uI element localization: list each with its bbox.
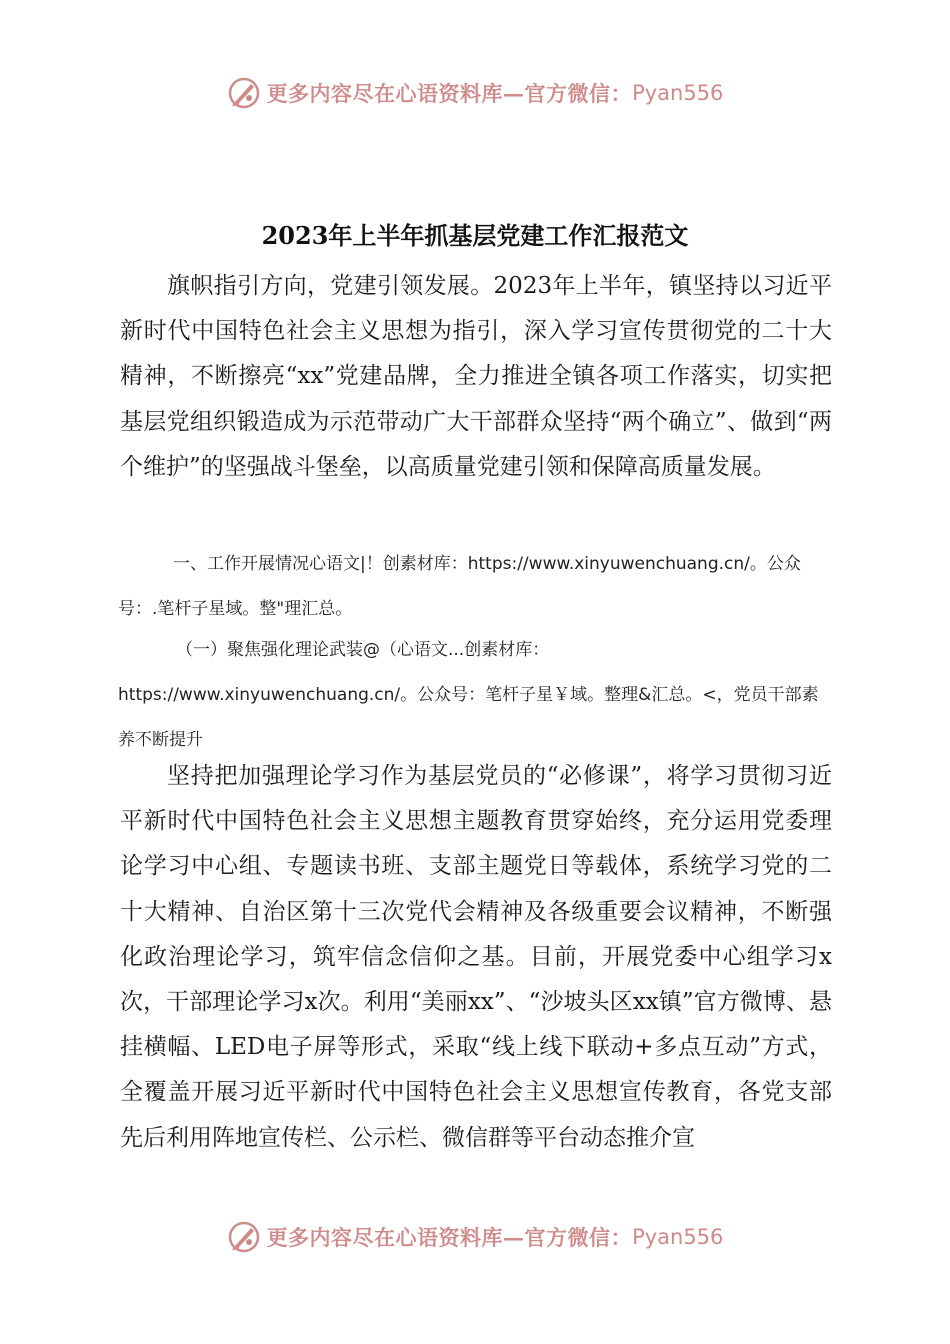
intro-paragraph: 旗帜指引方向，党建引领发展。2023年上半年，镇坚持以习近平新时代中国特色社会主义思想为指引，深入学习宣传贯彻党的二十大精神，不断擦亮“xx”党建品牌，全力推进全镇各项工作落实，切实把基层党组织锻造成为示范带动广大干部群众坚持“两个确立”、做到“两个维护”的坚强战斗堡垒，以高质量党建引领和保障高质量发展。 bbox=[120, 273, 832, 480]
watermark-header bbox=[0, 71, 950, 115]
watermark-wechat-id: Pyan556 bbox=[632, 1225, 724, 1249]
watermark-text: 更多内容尽在心语资料库—官方微信： bbox=[266, 1225, 633, 1250]
brush-logo-icon bbox=[227, 1220, 261, 1254]
sub-section-heading: （一）聚焦强化理论武装@（心语文...创素材库：https://www.xinyuwenchuang.cn/。公众号：笔杆子星￥域。整理&汇总。<，党员干部素养不断提升 bbox=[118, 640, 819, 750]
brush-logo-icon bbox=[227, 76, 261, 110]
document-title: 2023年上半年抓基层党建工作汇报范文 bbox=[261, 221, 689, 250]
watermark-wechat-id: Pyan556 bbox=[632, 81, 724, 105]
section-heading: 一、工作开展情况心语文|！创素材库：https://www.xinyuwenchuang.cn/。公众号：.笔杆子星域。整"理汇总。 bbox=[118, 554, 801, 619]
watermark-text: 更多内容尽在心语资料库—官方微信： bbox=[266, 81, 633, 106]
watermark-footer bbox=[0, 1215, 950, 1259]
body-paragraph: 坚持把加强理论学习作为基层党员的“必修课”，将学习贯彻习近平新时代中国特色社会主义思想主题教育贯穿始终，充分运用党委理论学习中心组、专题读书班、支部主题党日等载体，系统学习党的二十大精神、自治区第十三次党代会精神及各级重要会议精神，不断强化政治理论学习，筑牢信念信仰之基。目前，开展党委中心组学习x次，干部理论学习x次。利用“美丽xx”、“沙坡头区xx镇”官方微博、悬挂横幅、LED电子屏等形式，采取“线上线下联动+多点互动”方式，全覆盖开展习近平新时代中国特色社会主义思想宣传教育，各党支部先后利用阵地宣传栏、公示栏、微信群等平台动态推介宣 bbox=[120, 763, 832, 1151]
